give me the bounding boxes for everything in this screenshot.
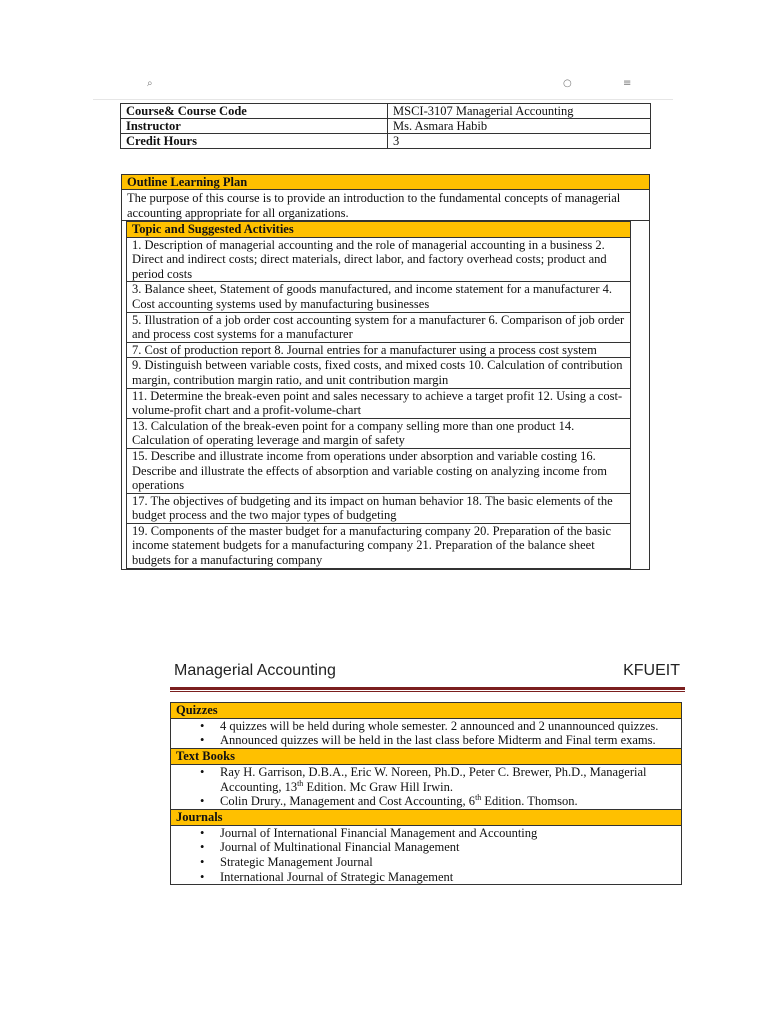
list-item: • International Journal of Strategic Management: [200, 869, 454, 884]
course-purpose: The purpose of this course is to provide an introduction to the fundamental concepts of managerial accounting appropriate for all organizations.: [122, 190, 650, 221]
topic-row: 13. Calculation of the break-even point for a company selling more than one product 14. Calculation of operating leverage and margin of safety: [127, 418, 631, 448]
bullet-icon: •: [200, 855, 205, 870]
bullet-icon: •: [200, 718, 205, 733]
bullet-icon: •: [200, 794, 205, 809]
list-item: • Strategic Management Journal: [200, 855, 373, 870]
list-item: • Journal of International Financial Management and Accounting: [200, 825, 538, 840]
page-title: Managerial Accounting: [174, 662, 336, 679]
topic-row: 1. Description of managerial accounting and the role of managerial accounting in a business 2. Direct and indirect costs; direct materials, direct labor, and factory overhead costs; product and period costs: [127, 237, 631, 282]
instructor-value: Ms. Asmara Habib: [388, 119, 651, 134]
header-divider: [170, 687, 685, 690]
header-divider-thin: [170, 691, 685, 692]
bullet-icon: •: [200, 764, 205, 779]
topics-heading: Topic and Suggested Activities: [127, 222, 631, 238]
globe-icon: ○: [563, 78, 572, 89]
credit-hours-label: Credit Hours: [121, 134, 388, 149]
journals-list: [176, 826, 676, 885]
topic-row: 11. Determine the break-even point and sales necessary to achieve a target profit 12. Using a cost-volume-profit chart and a profit-volume-chart: [127, 388, 631, 418]
topic-row: 3. Balance sheet, Statement of goods manufactured, and income statement for a manufacturer 4. Cost accounting systems used by manufacturing businesses: [127, 282, 631, 312]
textbooks-list: [176, 765, 676, 809]
course-info-table: [120, 103, 651, 149]
course-code-value: MSCI-3107 Managerial Accounting: [388, 104, 651, 119]
list-item: • 4 quizzes will be held during whole semester. 2 announced and 2 unannounced quizzes.: [200, 718, 659, 733]
topic-row: 9. Distinguish between variable costs, fixed costs, and mixed costs 10. Calculation of contribution margin, contribution margin ratio, and unit contribution margin: [127, 358, 631, 388]
search-icon: ⌕: [147, 78, 153, 89]
list-item: • Colin Drury., Management and Cost Accounting, 6th Edition. Thomson.: [200, 793, 578, 809]
topic-row: 19. Components of the master budget for a manufacturing company 20. Preparation of the basic income statement budgets for a manufacturing company 21. Preparation of the balance sheet budgets for a manufacturing company: [127, 523, 631, 568]
topics-table: [126, 221, 631, 569]
topic-row: 15. Describe and illustrate income from operations under absorption and variable costing 16. Describe and illustrate the effects of absorption and variable costing on analyzing income from operations: [127, 448, 631, 493]
textbooks-heading: Text Books: [171, 749, 682, 765]
cropped-toolbar-strip: [93, 72, 673, 100]
bullet-icon: •: [200, 869, 205, 884]
quizzes-heading: Quizzes: [171, 703, 682, 719]
list-item: • Announced quizzes will be held in the last class before Midterm and Final term exams.: [200, 733, 656, 748]
course-resources-table: [170, 702, 682, 885]
quizzes-list: [176, 719, 676, 748]
course-code-label: Course& Course Code: [121, 104, 388, 119]
university-name: KFUEIT: [623, 662, 680, 679]
instructor-label: Instructor: [121, 119, 388, 134]
bullet-icon: •: [200, 733, 205, 748]
bullet-icon: •: [200, 840, 205, 855]
menu-icon: ≡: [623, 78, 632, 89]
list-item: • Ray H. Garrison, D.B.A., Eric W. Noreen, Ph.D., Peter C. Brewer, Ph.D., Managerial Accounting, 13th Edition. Mc Graw Hill Irwin.: [200, 764, 647, 794]
outline-heading: Outline Learning Plan: [122, 175, 650, 190]
list-item: • Journal of Multinational Financial Management: [200, 840, 460, 855]
table-row: [121, 119, 651, 134]
topic-row: 7. Cost of production report 8. Journal entries for a manufacturer using a process cost system: [127, 342, 631, 358]
topic-row: 5. Illustration of a job order cost accounting system for a manufacturer 6. Comparison of job order and process cost systems for a manufacturer: [127, 312, 631, 342]
table-row: [121, 134, 651, 149]
bullet-icon: •: [200, 825, 205, 840]
credit-hours-value: 3: [388, 134, 651, 149]
table-row: [121, 104, 651, 119]
topic-row: 17. The objectives of budgeting and its impact on human behavior 18. The basic elements of the budget process and the two major types of budgeting: [127, 493, 631, 523]
outline-learning-plan: [121, 174, 650, 570]
page-header: [174, 662, 682, 684]
journals-heading: Journals: [171, 809, 682, 825]
